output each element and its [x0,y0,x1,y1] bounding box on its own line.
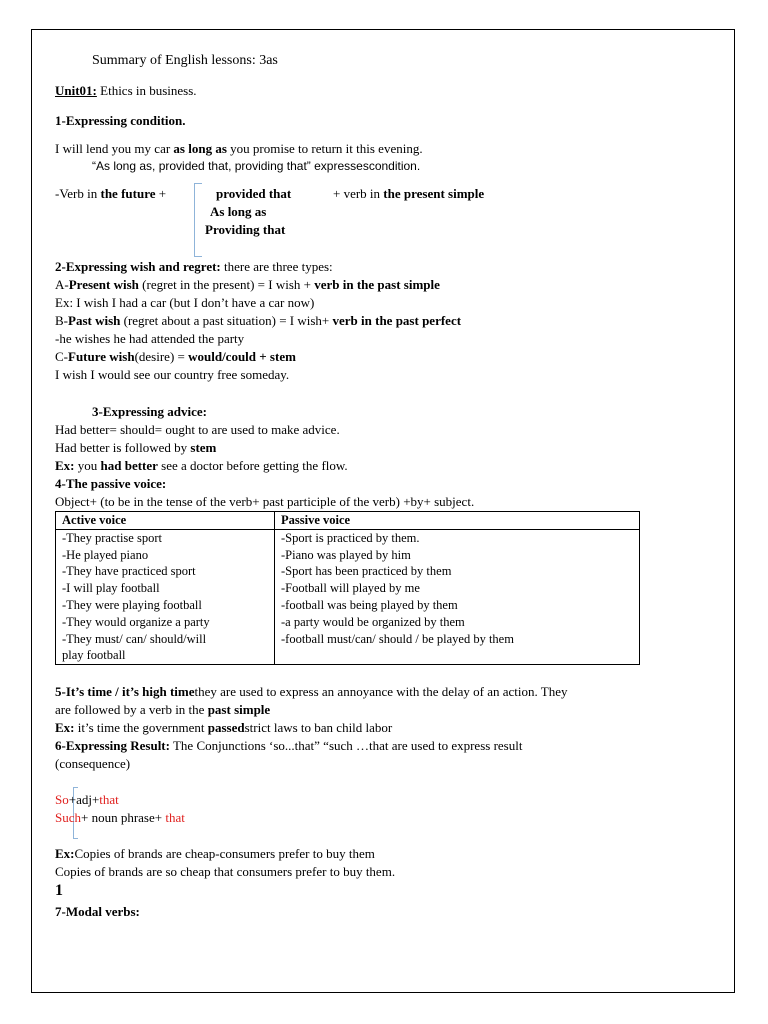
so-formula: So+adj+that [55,792,119,807]
voice-table [55,511,640,665]
sec5-line1: 5-It’s time / it’s high timethey are used to express an annoyance with the delay of an action. They [55,684,568,699]
active-item: -They would organize a party [62,614,210,629]
passive-rule: Object+ (to be in the tense of the verb+ past participle of the verb) +by+ subject. [55,494,475,509]
conj-as-long-as: As long as [210,204,267,219]
sec3-heading: 3-Expressing advice: [92,404,207,419]
past-wish-line: B-Past wish (regret about a past situation) = I wish+ verb in the past perfect [55,313,462,328]
page-number: 1 [55,882,63,899]
sec5-line2: are followed by a verb in the past simple [55,702,271,717]
unit-topic: Ethics in business. [100,83,197,98]
passive-item: -Sport is practiced by them. [281,530,420,545]
future-wish-line: C-Future wish(desire) = would/could + stem [55,349,296,364]
sec2-heading: 2-Expressing wish and regret: there are three types: [55,259,333,274]
active-item: -He played piano [62,547,149,562]
future-wish-example: I wish I would see our country free someday. [55,367,290,382]
sec1-example: I will lend you my car as long as you promise to return it this evening. [55,141,423,156]
passive-item: -a party would be organized by them [281,614,465,629]
passive-item: -Piano was played by him [281,547,411,562]
sec1-formula-right: + verb in the present simple [333,186,485,201]
passive-item: -football must/can/ should / be played by them [281,631,514,646]
past-wish-example: -he wishes he had attended the party [55,331,245,346]
active-item: -They were playing football [62,597,202,612]
unit-line [55,83,197,99]
passive-item: -Sport has been practiced by them [281,564,452,579]
passive-item: -Football will played by me [281,581,420,596]
sec4-heading: 4-The passive voice: [55,476,167,491]
such-formula: Such+ noun phrase+ that [55,810,185,825]
sec1-heading: 1-Expressing condition. [55,113,186,128]
conjunction-bracket [194,183,202,257]
active-item: -They practise sport [62,530,162,545]
sec6-line1: 6-Expressing Result: The Conjunctions ‘so...that” “such …that are used to express result [55,738,523,753]
sec1-formula-left: -Verb in the future + [55,186,167,201]
sec5-example: Ex: it’s time the government passedstrict laws to ban child labor [55,720,393,735]
active-item: play football [62,648,126,663]
unit-label: Unit01: [55,83,97,98]
sec7-heading: 7-Modal verbs: [55,904,140,919]
conj-provided-that: provided that [216,186,292,201]
col-passive-voice: Passive voice [275,512,640,530]
table-header-row [56,512,640,530]
active-cell [56,529,275,664]
passive-cell [275,529,640,664]
present-wish-example: Ex: I wish I had a car (but I don’t have a car now) [55,295,315,310]
advice-rule: Had better= should= ought to are used to make advice. [55,422,340,437]
present-wish-line: A-Present wish (regret in the present) = I wish + verb in the past simple [55,277,440,292]
sec6-line2: (consequence) [55,756,131,771]
table-row [56,529,640,664]
sec1-note: “As long as, provided that, providing that” expressescondition. [92,159,421,173]
conj-providing-that: Providing that [205,222,286,237]
advice-example: Ex: you had better see a doctor before getting the flow. [55,458,348,473]
document-title: Summary of English lessons: 3as [92,53,278,68]
passive-item: -football was being played by them [281,597,458,612]
active-item: -They must/ can/ should/will [62,631,207,646]
result-example-1: Ex:Copies of brands are cheap-consumers prefer to buy them [55,846,375,861]
active-item: -I will play football [62,581,160,596]
col-active-voice: Active voice [56,512,275,530]
result-example-2: Copies of brands are so cheap that consumers prefer to buy them. [55,864,396,879]
advice-stem-line: Had better is followed by stem [55,440,217,455]
active-item: -They have practiced sport [62,564,196,579]
